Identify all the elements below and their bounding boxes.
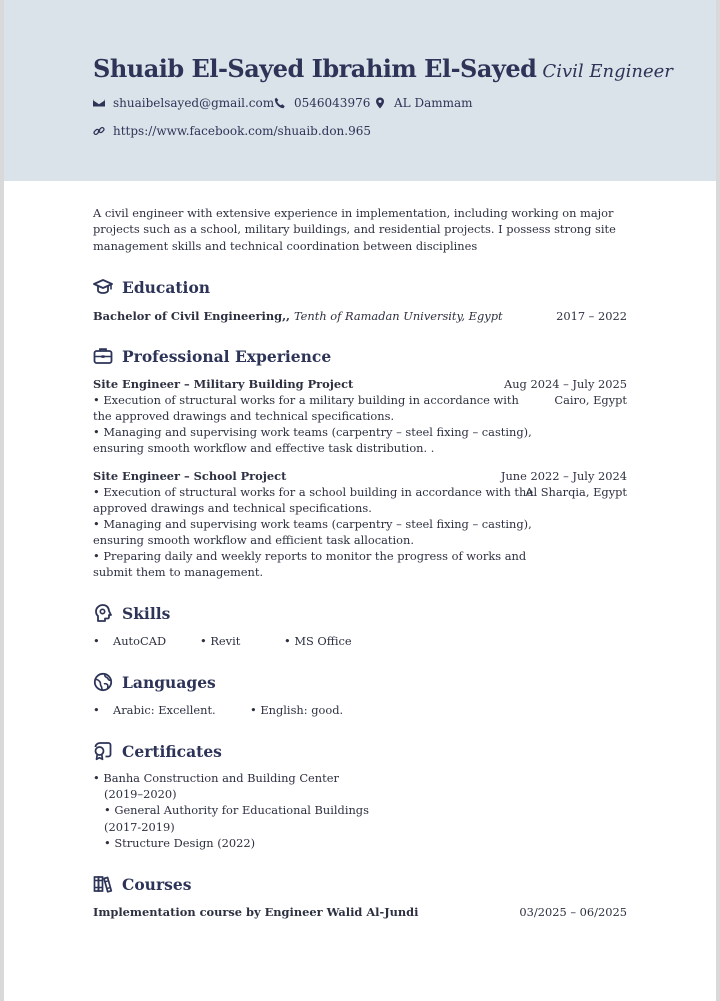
job-2-line: • Preparing daily and weekly reports to monitor the progress of works and — [93, 549, 527, 563]
degree-text: Bachelor of Civil Engineering,, — [93, 309, 290, 323]
course-dates: 03/2025 – 06/2025 — [519, 905, 627, 919]
resume-page — [4, 0, 716, 1001]
section-skills — [93, 603, 170, 623]
job-2-role: Site Engineer – School Project — [93, 469, 287, 483]
job-2-line: approved drawings and technical specifications. — [93, 501, 372, 515]
job-2-line: ensuring smooth workflow and efficient task allocation. — [93, 533, 414, 547]
link-icon — [93, 125, 105, 137]
language-item: • English: good. — [250, 703, 344, 717]
education-title: Education — [122, 277, 211, 297]
courses-title: Courses — [122, 874, 192, 894]
section-education — [93, 277, 210, 297]
languages-title: Languages — [122, 672, 216, 692]
languages-bullet: • — [93, 703, 100, 717]
graduation-cap-icon — [93, 277, 113, 297]
certificate-line: • General Authority for Educational Buildings — [104, 803, 369, 817]
skills-title: Skills — [122, 603, 171, 623]
skill-item: AutoCAD — [113, 634, 167, 648]
course-name: Implementation course by Engineer Walid Al-Jundi — [93, 905, 419, 919]
website-link[interactable] — [93, 124, 371, 138]
certificate-line: (2017-2019) — [104, 820, 175, 834]
name-text: Shuaib El-Sayed Ibrahim El-Sayed — [93, 54, 537, 83]
candidate-name — [93, 54, 673, 83]
skill-item: • Revit — [200, 634, 241, 648]
education-dates: 2017 – 2022 — [556, 309, 627, 323]
job-2-line: • Managing and supervising work teams (carpentry – steel fixing – casting), — [93, 517, 532, 531]
job-2-place: Al Sharqia, Egypt — [525, 485, 627, 499]
email-contact[interactable] — [93, 96, 274, 110]
job-2-line: • Execution of structural works for a school building in accordance with the — [93, 485, 534, 499]
map-pin-icon — [374, 97, 386, 109]
experience-title: Professional Experience — [122, 346, 332, 366]
email-text: shuaibelsayed@gmail.com — [113, 96, 275, 110]
job-1-dates: Aug 2024 – July 2025 — [504, 377, 627, 391]
job-1-line: ensuring smooth workflow and effective task distribution. . — [93, 441, 435, 455]
job-1-role: Site Engineer – Military Building Project — [93, 377, 354, 391]
books-icon — [93, 874, 113, 894]
location-contact — [374, 96, 473, 110]
job-2-line: submit them to management. — [93, 565, 264, 579]
section-certificates — [93, 741, 222, 761]
globe-icon — [93, 672, 113, 692]
envelope-icon — [93, 97, 105, 109]
section-courses — [93, 874, 191, 894]
section-languages — [93, 672, 216, 692]
job-1-line: • Execution of structural works for a military building in accordance with — [93, 393, 519, 407]
resume-header — [4, 0, 716, 181]
section-experience — [93, 346, 331, 366]
phone-text: 0546043976 — [294, 96, 371, 110]
head-gears-icon — [93, 603, 113, 623]
job-1-place: Cairo, Egypt — [554, 393, 627, 407]
school-text: Tenth of Ramadan University, Egypt — [293, 309, 503, 323]
skill-item: • MS Office — [284, 634, 352, 648]
certificate-line: (2019–2020) — [104, 787, 177, 801]
job-title: Civil Engineer — [542, 61, 673, 82]
job-1-line: • Managing and supervising work teams (carpentry – steel fixing – casting), — [93, 425, 532, 439]
certificate-line: • Structure Design (2022) — [104, 836, 256, 850]
briefcase-icon — [93, 346, 113, 366]
certificate-line: • Banha Construction and Building Center — [93, 771, 339, 785]
language-item: Arabic: Excellent. — [113, 703, 216, 717]
link-text: https://www.facebook.com/shuaib.don.965 — [113, 124, 372, 138]
skills-bullet: • — [93, 634, 100, 648]
job-2-dates: June 2022 – July 2024 — [500, 469, 627, 483]
certificates-title: Certificates — [122, 741, 222, 761]
location-text: AL Dammam — [394, 96, 473, 110]
education-entry — [93, 308, 503, 324]
phone-contact[interactable] — [274, 96, 370, 110]
profile-summary: A civil engineer with extensive experience in implementation, including working on major projects such as a school, military buildings, and residential projects. I possess strong site management skills and technical coordination between disciplines — [93, 206, 616, 253]
certificate-icon — [93, 741, 113, 761]
job-1-line: the approved drawings and technical specifications. — [93, 409, 395, 423]
phone-icon — [274, 97, 286, 109]
